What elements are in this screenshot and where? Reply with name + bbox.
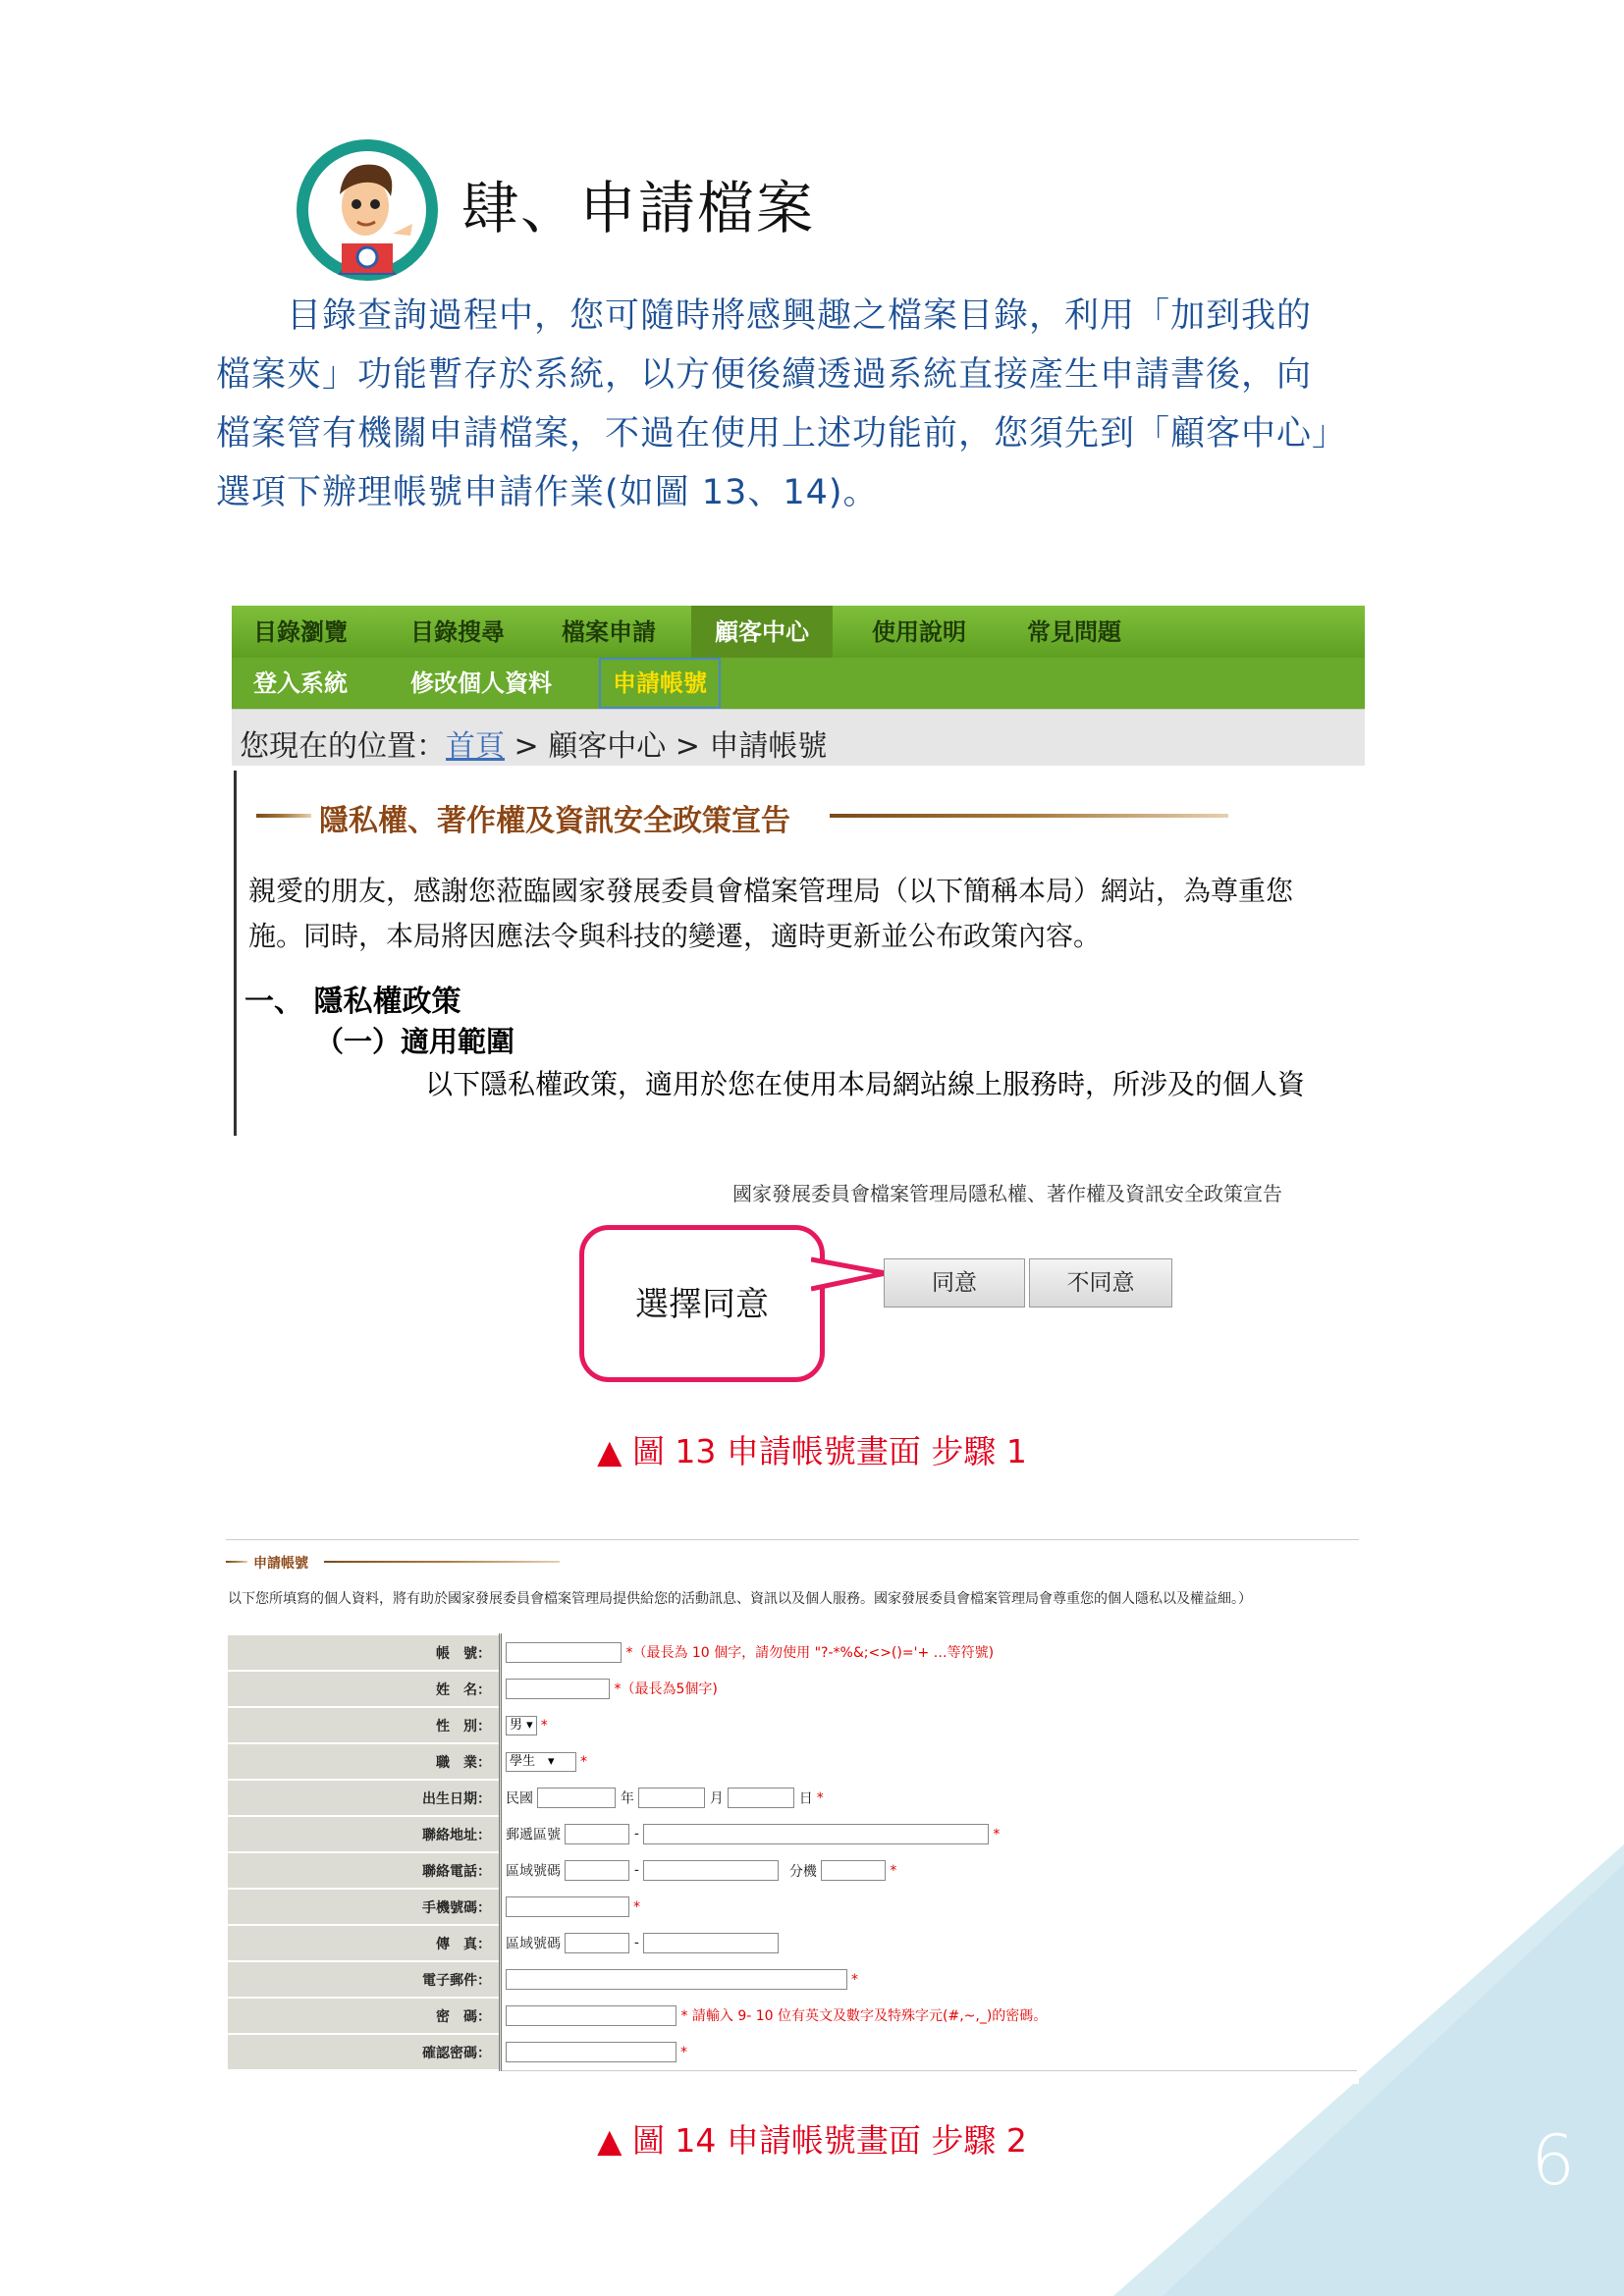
nav-item-search[interactable]: 目錄搜尋 — [410, 617, 505, 646]
form-row-address — [227, 1816, 1358, 1852]
breadcrumb-prefix: 您現在的位置： — [240, 729, 446, 764]
disagree-button[interactable]: 不同意 — [1029, 1258, 1172, 1308]
confirm-password-input[interactable] — [506, 2042, 677, 2062]
field-label: 傳 真： — [227, 1925, 501, 1961]
account-hint: *（最長為 10 個字，請勿使用 "?-*%&;<>()='+ …等符號) — [625, 1644, 995, 1661]
title-rule-right — [324, 1561, 560, 1563]
intro-line: 檔案夾」功能暫存於系統，以方便後續透過系統直接產生申請書後，向 — [216, 355, 1313, 395]
subnav-apply-account[interactable]: 申請帳號 — [599, 658, 721, 709]
required-mark: * — [851, 1971, 858, 1988]
policy-line: 施。同時，本局將因應法令與科技的變遷，適時更新並公布政策內容。 — [248, 920, 1102, 952]
callout-bubble — [579, 1225, 825, 1382]
year-label: 年 — [620, 1790, 634, 1807]
form-row-birth — [227, 1780, 1358, 1816]
fax-input[interactable] — [643, 1933, 779, 1953]
figure-14-screenshot — [226, 1539, 1359, 2084]
address-input[interactable] — [643, 1824, 989, 1844]
gender-select[interactable]: 男 ▾ — [506, 1716, 537, 1735]
field-label: 聯絡地址： — [227, 1816, 501, 1852]
password-hint: * 請輸入 9- 10 位有英文及數字及特殊字元(#,~,_)的密碼。 — [680, 2007, 1048, 2024]
main-nav — [232, 606, 1365, 658]
zip-prefix: 郵遞區號 — [506, 1827, 561, 1843]
intro-line: 選項下辦理帳號申請作業(如圖 13、14)。 — [216, 473, 879, 512]
nav-item-faq[interactable]: 常見問題 — [1027, 617, 1121, 646]
title-rule-left — [226, 1561, 247, 1563]
field-label: 手機號碼： — [227, 1889, 501, 1925]
required-mark: * — [816, 1789, 824, 1806]
form-row-name — [227, 1671, 1358, 1707]
form-row-fax — [227, 1925, 1358, 1961]
registration-form — [226, 1633, 1359, 2071]
month-label: 月 — [709, 1790, 724, 1807]
name-hint: *（最長為5個字) — [614, 1681, 718, 1697]
subnav-login[interactable]: 登入系統 — [253, 668, 348, 697]
fax-area-prefix: 區域號碼 — [506, 1936, 561, 1952]
required-mark: * — [633, 1898, 640, 1915]
callout-pointer — [811, 1252, 890, 1301]
birth-month-input[interactable] — [638, 1788, 705, 1808]
form-row-account — [227, 1634, 1358, 1671]
field-label: 電子郵件： — [227, 1961, 501, 1998]
required-mark: * — [680, 2044, 687, 2060]
area-code-prefix: 區域號碼 — [506, 1863, 561, 1880]
field-label: 密 碼： — [227, 1998, 501, 2034]
phone-input[interactable] — [643, 1860, 779, 1881]
section-heading-privacy: 一、 隱私權政策 — [244, 985, 461, 1019]
title-rule-left — [256, 814, 311, 818]
field-label: 出生日期： — [227, 1780, 501, 1816]
ext-label: 分機 — [788, 1863, 817, 1880]
consent-caption: 國家發展委員會檔案管理局隱私權、著作權及資訊安全政策宣告 — [732, 1182, 1282, 1205]
required-mark: * — [580, 1753, 587, 1770]
dash: - — [633, 1862, 639, 1879]
subsection-scope: （一）適用範圍 — [315, 1025, 515, 1058]
gender-select-value: 男 — [510, 1717, 523, 1733]
fax-area-input[interactable] — [565, 1933, 629, 1953]
figure-13-caption: ▲ 圖 13 申請帳號畫面 步驟 1 — [597, 1432, 1027, 1470]
job-select-value: 學生 — [510, 1753, 536, 1769]
field-label: 姓 名： — [227, 1671, 501, 1707]
form-description: 以下您所填寫的個人資料，將有助於國家發展委員會檔案管理局提供給您的活動訊息、資訊以及個人服務。國家發展委員會檔案管理局會尊重您的個人隱私以及權益細。） — [228, 1591, 1252, 1607]
page-number: 6 — [1531, 2120, 1575, 2201]
required-mark: * — [993, 1826, 1001, 1842]
required-mark: * — [890, 1862, 897, 1879]
required-mark: * — [540, 1717, 548, 1734]
field-label: 聯絡電話： — [227, 1852, 501, 1889]
sub-nav — [232, 658, 1365, 709]
job-select[interactable]: 學生 ▾ — [506, 1752, 576, 1772]
breadcrumb — [232, 709, 1365, 766]
nav-item-browse[interactable]: 目錄瀏覽 — [253, 617, 348, 646]
top-divider — [226, 1539, 1359, 1540]
form-row-password — [227, 1998, 1358, 2034]
password-input[interactable] — [506, 2005, 677, 2026]
form-row-gender — [227, 1707, 1358, 1743]
intro-line: 目錄查詢過程中，您可隨時將感興趣之檔案目錄，利用「加到我的 — [216, 296, 1313, 336]
breadcrumb-rest: > 顧客中心 > 申請帳號 — [505, 729, 828, 764]
field-label: 職 業： — [227, 1743, 501, 1780]
form-row-confirm — [227, 2034, 1358, 2070]
policy-title: 隱私權、著作權及資訊安全政策宣告 — [319, 804, 790, 838]
email-input[interactable] — [506, 1969, 847, 1990]
name-input[interactable] — [506, 1679, 610, 1699]
intro-line: 檔案管有機關申請檔案，不過在使用上述功能前，您須先到「顧客中心」 — [216, 414, 1348, 454]
section-heading: 肆、申請檔案 — [461, 175, 816, 241]
scope-text: 以下隱私權政策，適用於您在使用本局網站線上服務時，所涉及的個人資 — [425, 1068, 1306, 1100]
day-label: 日 — [798, 1790, 813, 1807]
form-row-mobile — [227, 1889, 1358, 1925]
policy-panel — [234, 771, 1365, 1136]
form-row-email — [227, 1961, 1358, 1998]
form-title: 申請帳號 — [253, 1556, 308, 1572]
mobile-input[interactable] — [506, 1896, 629, 1917]
form-row-phone — [227, 1852, 1358, 1889]
birth-prefix: 民國 — [506, 1790, 533, 1807]
area-code-input[interactable] — [565, 1860, 629, 1881]
policy-text — [248, 869, 1365, 959]
dash: - — [633, 1826, 639, 1842]
field-label: 性 別： — [227, 1707, 501, 1743]
birth-day-input[interactable] — [728, 1788, 794, 1808]
subnav-edit-profile[interactable]: 修改個人資料 — [410, 668, 552, 697]
ext-input[interactable] — [821, 1860, 886, 1881]
nav-item-apply[interactable]: 檔案申請 — [562, 617, 656, 646]
nav-item-help[interactable]: 使用說明 — [872, 617, 966, 646]
form-row-job — [227, 1743, 1358, 1780]
field-label: 確認密碼： — [227, 2034, 501, 2070]
nav-item-customer-center[interactable]: 顧客中心 — [691, 606, 833, 658]
breadcrumb-home-link[interactable]: 首頁 — [446, 729, 505, 764]
account-input[interactable] — [506, 1642, 622, 1663]
birth-year-input[interactable] — [537, 1788, 616, 1808]
dash: - — [633, 1935, 639, 1951]
agree-button[interactable]: 同意 — [884, 1258, 1025, 1308]
title-rule-right — [830, 814, 1228, 818]
figure-14-caption: ▲ 圖 14 申請帳號畫面 步驟 2 — [597, 2121, 1027, 2160]
policy-line: 親愛的朋友，感謝您蒞臨國家發展委員會檔案管理局（以下簡稱本局）網站，為尊重您 — [248, 875, 1294, 907]
callout-text: 選擇同意 — [635, 1285, 769, 1324]
field-label: 帳 號： — [227, 1634, 501, 1671]
figure-13-screenshot — [232, 606, 1365, 1136]
zip-input[interactable] — [565, 1824, 629, 1844]
mascot-icon — [295, 137, 440, 283]
intro-paragraph — [216, 287, 1414, 522]
